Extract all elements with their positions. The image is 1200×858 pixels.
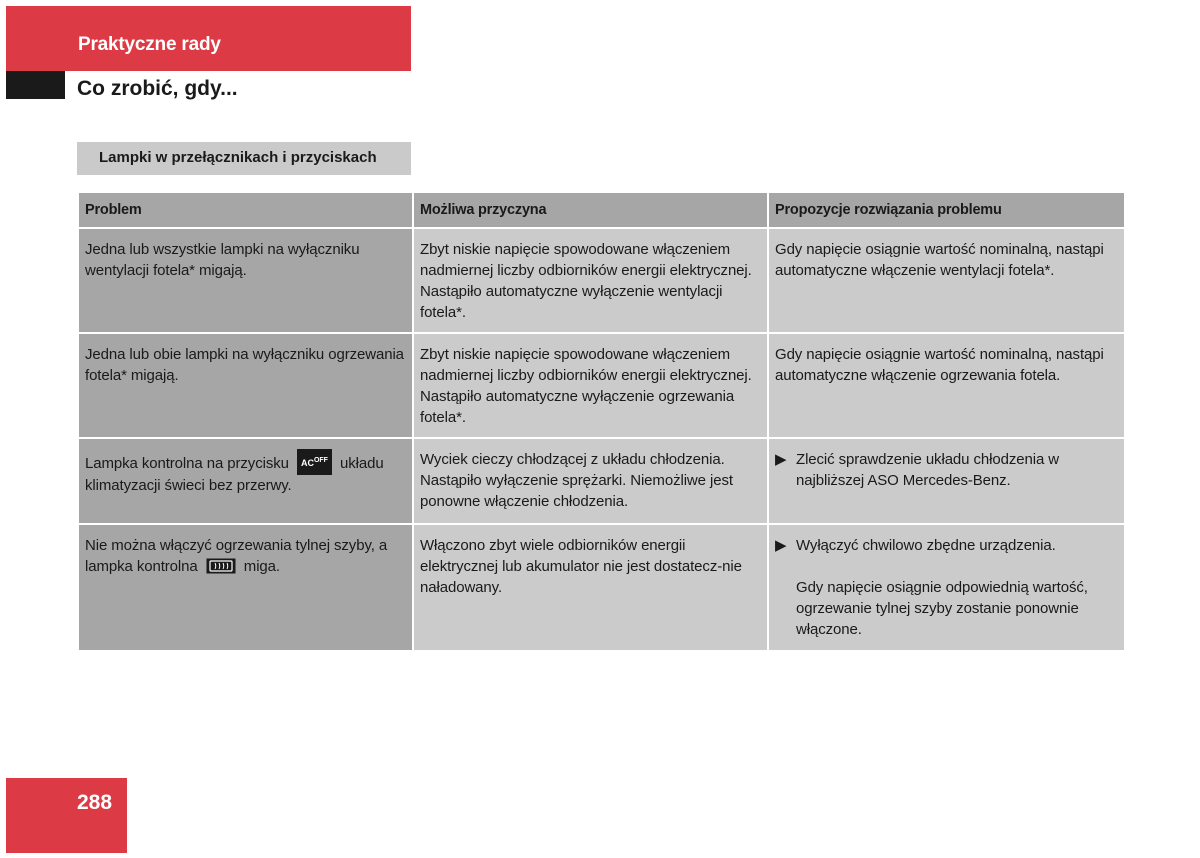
- table-header-row: [78, 192, 1125, 228]
- problem-text-after: miga.: [243, 558, 280, 575]
- solution-note: [775, 577, 1118, 640]
- page-subtitle: Co zrobić, gdy...: [77, 77, 238, 100]
- solution-cell: [768, 438, 1125, 524]
- subtitle-marker: [6, 71, 65, 99]
- cause-cell: Włączono zbyt wiele odbiorników energii elektrycznej lub akumulator nie jest dostatecz-nie naładowany.: [413, 524, 768, 651]
- page-number: 288: [77, 791, 113, 814]
- cause-cell: Zbyt niskie napięcie spowodowane włączeniem nadmiernej liczby odbiorników energii elektrycznej. Nastąpiło automatyczne wyłączenie wentylacji fotela*.: [413, 228, 768, 333]
- table-row: [78, 438, 1125, 524]
- problem-cell: [78, 524, 413, 651]
- ac-off-icon: [297, 449, 332, 475]
- problem-text-after: układu klimatyzacji świeci bez przerwy.: [85, 455, 384, 494]
- problem-cell: [78, 438, 413, 524]
- column-header-cause: Możliwa przyczyna: [413, 192, 768, 228]
- solution-note-text: Gdy napięcie osiągnie odpowiednią wartość, ogrzewanie tylnej szyby zostanie ponownie włączone.: [796, 579, 1088, 638]
- solution-cell: Gdy napięcie osiągnie wartość nominalną, nastąpi automatyczne włączenie ogrzewania fotela.: [768, 333, 1125, 438]
- cause-cell: Zbyt niskie napięcie spowodowane włączeniem nadmiernej liczby odbiorników energii elektrycznej. Nastąpiło automatyczne wyłączenie ogrzewania fotela*.: [413, 333, 768, 438]
- solution-step: [775, 535, 1118, 556]
- topic-box: [77, 142, 411, 175]
- problem-text-before: Nie można włączyć ogrzewania tylnej szyby, a lampka kontrolna: [85, 537, 388, 575]
- solution-cell: [768, 524, 1125, 651]
- triangle-right-icon: ▶: [775, 451, 787, 468]
- table-row: [78, 524, 1125, 651]
- topic-title: Lampki w przełącznikach i przyciskach: [99, 149, 377, 166]
- ac-icon-sup: OFF: [313, 457, 328, 464]
- column-header-problem: Problem: [78, 192, 413, 228]
- section-tab: [6, 6, 411, 71]
- solution-step-text: Zlecić sprawdzenie układu chłodzenia w najbliższej ASO Mercedes-Benz.: [796, 451, 1060, 489]
- table-row: [78, 228, 1125, 333]
- problem-cell: Jedna lub wszystkie lampki na wyłączniku wentylacji fotela* migają.: [78, 228, 413, 333]
- cause-cell: Wyciek cieczy chłodzącej z układu chłodzenia. Nastąpiło wyłączenie sprężarki. Niemożliwe jest ponowne włączenie chłodzenia.: [413, 438, 768, 524]
- rear-window-defrost-icon: [206, 558, 236, 580]
- triangle-right-icon: ▶: [775, 537, 787, 554]
- problem-cell: Jedna lub obie lampki na wyłączniku ogrzewania fotela* migają.: [78, 333, 413, 438]
- troubleshooting-table: [77, 191, 1126, 652]
- solution-step: [775, 449, 1118, 491]
- column-header-solution: Propozycje rozwiązania problemu: [768, 192, 1125, 228]
- page-number-tab: [6, 778, 127, 853]
- ac-icon-label: AC: [300, 458, 314, 468]
- problem-text-before: Lampka kontrolna na przycisku: [85, 455, 289, 472]
- section-title: Praktyczne rady: [78, 34, 221, 55]
- solution-step-text: Wyłączyć chwilowo zbędne urządzenia.: [796, 537, 1056, 554]
- table-row: [78, 333, 1125, 438]
- solution-cell: Gdy napięcie osiągnie wartość nominalną, nastąpi automatyczne włączenie wentylacji fotela*.: [768, 228, 1125, 333]
